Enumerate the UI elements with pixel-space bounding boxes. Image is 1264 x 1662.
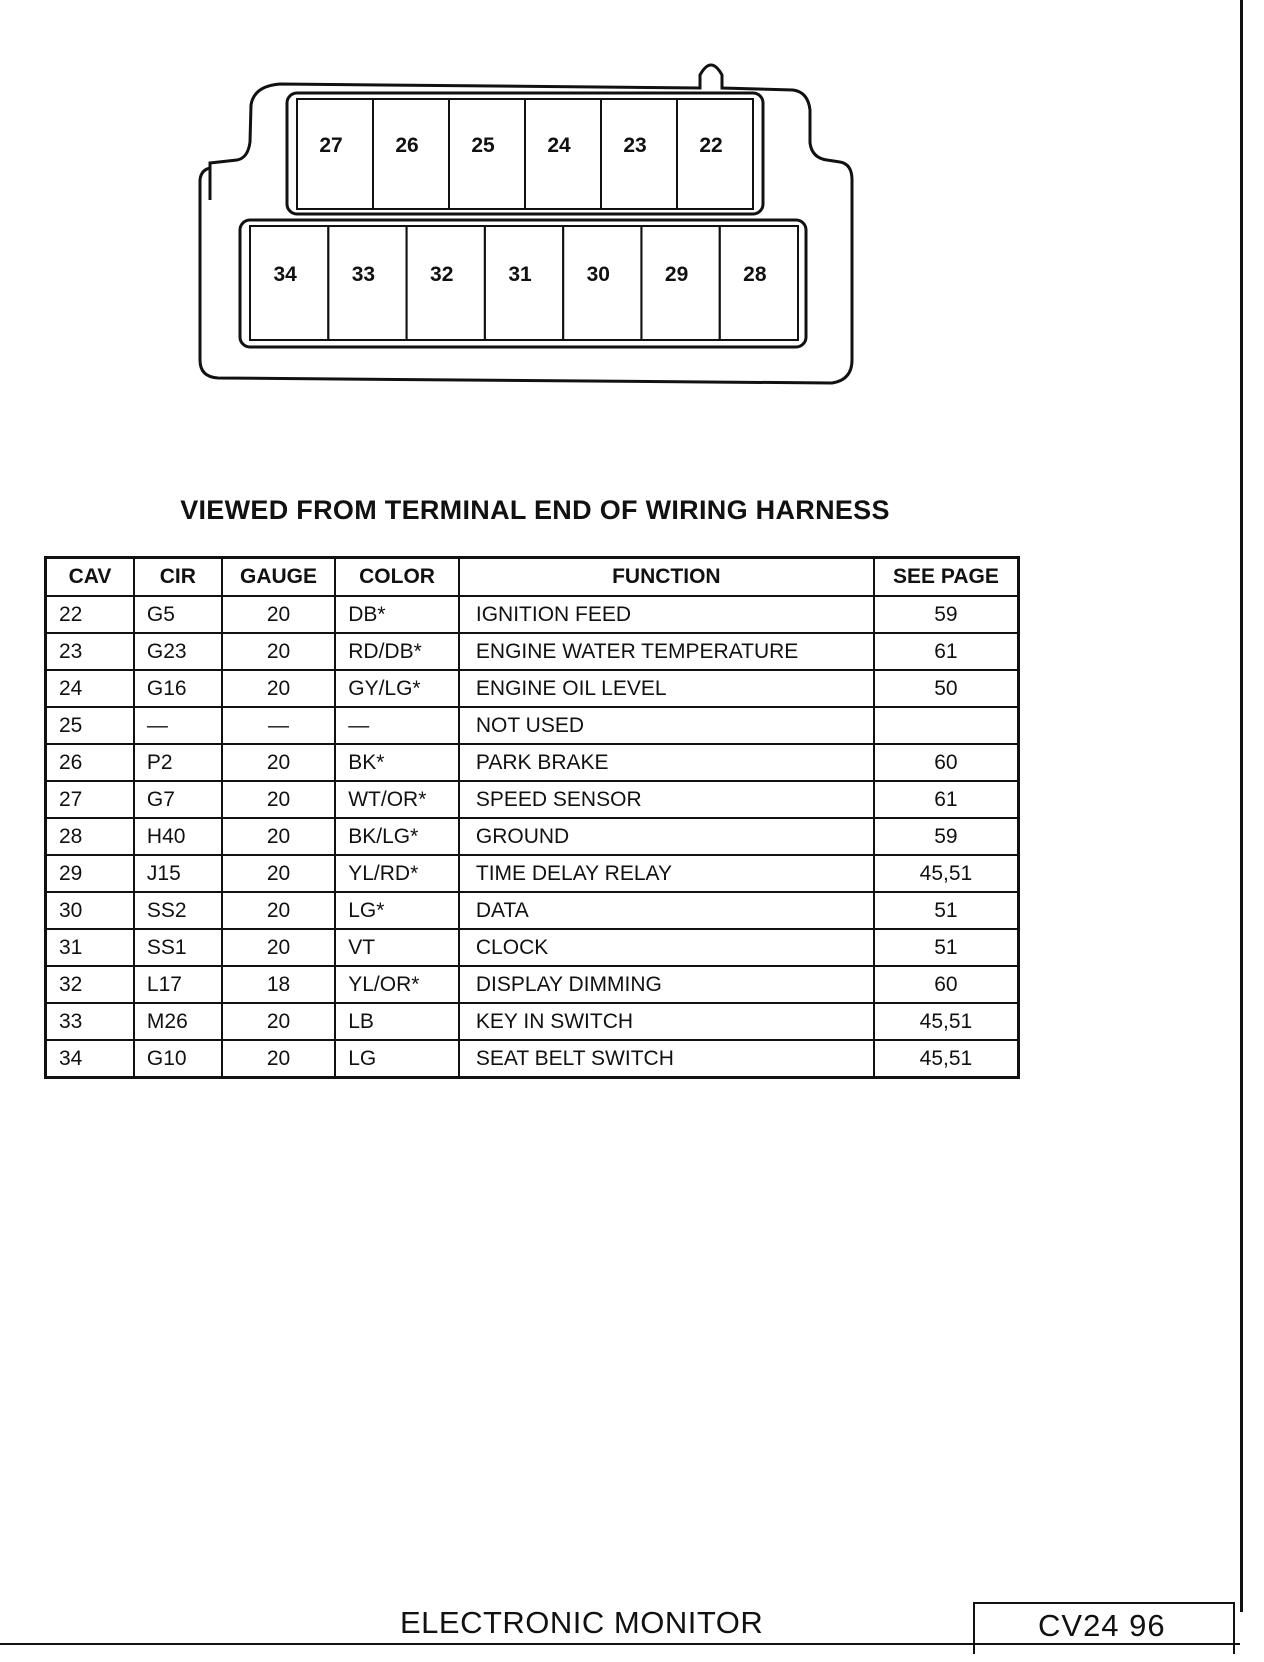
cell-function: SEAT BELT SWITCH: [459, 1040, 874, 1078]
table-row: [46, 596, 1019, 633]
table-row: [46, 892, 1019, 929]
cell-see-page: 51: [874, 929, 1019, 966]
cell-color: YL/OR*: [335, 966, 459, 1003]
cell-function: IGNITION FEED: [459, 596, 874, 633]
cell-see-page: 45,51: [874, 855, 1019, 892]
cell-gauge: 20: [222, 781, 335, 818]
cell-function: ENGINE OIL LEVEL: [459, 670, 874, 707]
header-gauge: GAUGE: [222, 558, 335, 597]
cell-cav: 31: [46, 929, 134, 966]
cell-see-page: 60: [874, 966, 1019, 1003]
cell-cav: 33: [46, 1003, 134, 1040]
top-cavity: [297, 99, 373, 209]
cell-cir: G7: [134, 781, 222, 818]
cell-color: LG: [335, 1040, 459, 1078]
cell-cav: 22: [46, 596, 134, 633]
cavity-number: 23: [623, 134, 647, 157]
cell-cav: 32: [46, 966, 134, 1003]
cell-gauge: 20: [222, 1040, 335, 1078]
cell-color: WT/OR*: [335, 781, 459, 818]
cavity-number: 22: [699, 134, 723, 157]
wiring-table: [44, 556, 1020, 1079]
header-see-page: SEE PAGE: [874, 558, 1019, 597]
cavity-number: 24: [547, 134, 571, 157]
cell-cav: 30: [46, 892, 134, 929]
table-row: [46, 1003, 1019, 1040]
cell-function: GROUND: [459, 818, 874, 855]
cell-color: VT: [335, 929, 459, 966]
connector-diagram: [0, 0, 900, 420]
footer-code: CV24 96: [1038, 1608, 1166, 1643]
bottom-cavity: [720, 226, 798, 340]
right-border-line: [1240, 0, 1243, 1612]
table-row: [46, 1040, 1019, 1078]
cell-see-page: 61: [874, 781, 1019, 818]
table-row: [46, 818, 1019, 855]
cell-color: BK*: [335, 744, 459, 781]
cell-cir: G5: [134, 596, 222, 633]
cell-gauge: 20: [222, 1003, 335, 1040]
cavity-number: 34: [273, 263, 297, 286]
table-row: [46, 855, 1019, 892]
top-cavity: [601, 99, 677, 209]
bottom-cavity: [563, 226, 641, 340]
cell-color: —: [335, 707, 459, 744]
top-cavity: [677, 99, 753, 209]
cell-cav: 29: [46, 855, 134, 892]
cell-gauge: 20: [222, 818, 335, 855]
cell-cir: M26: [134, 1003, 222, 1040]
cell-function: DATA: [459, 892, 874, 929]
cell-cav: 26: [46, 744, 134, 781]
cell-see-page: [874, 707, 1019, 744]
cell-color: LB: [335, 1003, 459, 1040]
bottom-cavity: [485, 226, 563, 340]
header-function: FUNCTION: [459, 558, 874, 597]
header-cir: CIR: [134, 558, 222, 597]
cell-cir: SS1: [134, 929, 222, 966]
cell-function: SPEED SENSOR: [459, 781, 874, 818]
footer-title: ELECTRONIC MONITOR: [400, 1605, 764, 1640]
cell-color: GY/LG*: [335, 670, 459, 707]
cell-gauge: —: [222, 707, 335, 744]
top-cavity: [373, 99, 449, 209]
cavity-number: 29: [664, 263, 689, 286]
cell-see-page: 51: [874, 892, 1019, 929]
cell-gauge: 20: [222, 892, 335, 929]
top-cavity: [449, 99, 525, 209]
cell-cir: L17: [134, 966, 222, 1003]
cell-cav: 24: [46, 670, 134, 707]
cell-function: CLOCK: [459, 929, 874, 966]
cell-gauge: 20: [222, 855, 335, 892]
cell-see-page: 45,51: [874, 1003, 1019, 1040]
cell-cir: —: [134, 707, 222, 744]
cell-cir: SS2: [134, 892, 222, 929]
cell-function: PARK BRAKE: [459, 744, 874, 781]
header-color: COLOR: [335, 558, 459, 597]
cell-color: LG*: [335, 892, 459, 929]
table-row: [46, 670, 1019, 707]
cell-cir: G23: [134, 633, 222, 670]
cell-see-page: 45,51: [874, 1040, 1019, 1078]
cell-color: BK/LG*: [335, 818, 459, 855]
table-header-row: [46, 558, 1019, 597]
table-row: [46, 707, 1019, 744]
cell-cir: H40: [134, 818, 222, 855]
cell-see-page: 50: [874, 670, 1019, 707]
cell-gauge: 20: [222, 744, 335, 781]
cell-function: KEY IN SWITCH: [459, 1003, 874, 1040]
cell-cir: G10: [134, 1040, 222, 1078]
cell-cav: 25: [46, 707, 134, 744]
cell-cav: 34: [46, 1040, 134, 1078]
cavity-number: 27: [319, 134, 343, 157]
table-row: [46, 633, 1019, 670]
top-cavity: [525, 99, 601, 209]
cell-gauge: 20: [222, 929, 335, 966]
table-row: [46, 744, 1019, 781]
cavity-number: 30: [586, 263, 610, 286]
diagram-caption: VIEWED FROM TERMINAL END OF WIRING HARNESS: [180, 495, 890, 525]
cavity-number: 32: [430, 263, 454, 286]
cell-see-page: 59: [874, 818, 1019, 855]
cell-gauge: 20: [222, 670, 335, 707]
cell-color: RD/DB*: [335, 633, 459, 670]
bottom-cavity: [250, 226, 328, 340]
cavity-number: 33: [351, 263, 376, 286]
cell-cav: 23: [46, 633, 134, 670]
cell-function: DISPLAY DIMMING: [459, 966, 874, 1003]
cavity-number: 25: [471, 134, 495, 157]
cell-gauge: 20: [222, 633, 335, 670]
cavity-number: 28: [743, 263, 767, 286]
bottom-cavity: [407, 226, 485, 340]
cell-cav: 28: [46, 818, 134, 855]
header-cav: CAV: [46, 558, 134, 597]
table-row: [46, 929, 1019, 966]
cell-function: ENGINE WATER TEMPERATURE: [459, 633, 874, 670]
cavity-number: 26: [395, 134, 419, 157]
cell-cir: G16: [134, 670, 222, 707]
cell-cir: P2: [134, 744, 222, 781]
cell-function: NOT USED: [459, 707, 874, 744]
table-row: [46, 966, 1019, 1003]
cell-see-page: 61: [874, 633, 1019, 670]
cell-color: YL/RD*: [335, 855, 459, 892]
cell-function: TIME DELAY RELAY: [459, 855, 874, 892]
cell-cir: J15: [134, 855, 222, 892]
table-row: [46, 781, 1019, 818]
cell-color: DB*: [335, 596, 459, 633]
cell-see-page: 59: [874, 596, 1019, 633]
cavity-number: 31: [508, 263, 532, 286]
bottom-cavity: [328, 226, 406, 340]
cell-cav: 27: [46, 781, 134, 818]
cell-see-page: 60: [874, 744, 1019, 781]
cell-gauge: 20: [222, 596, 335, 633]
cell-gauge: 18: [222, 966, 335, 1003]
bottom-cavity: [641, 226, 719, 340]
